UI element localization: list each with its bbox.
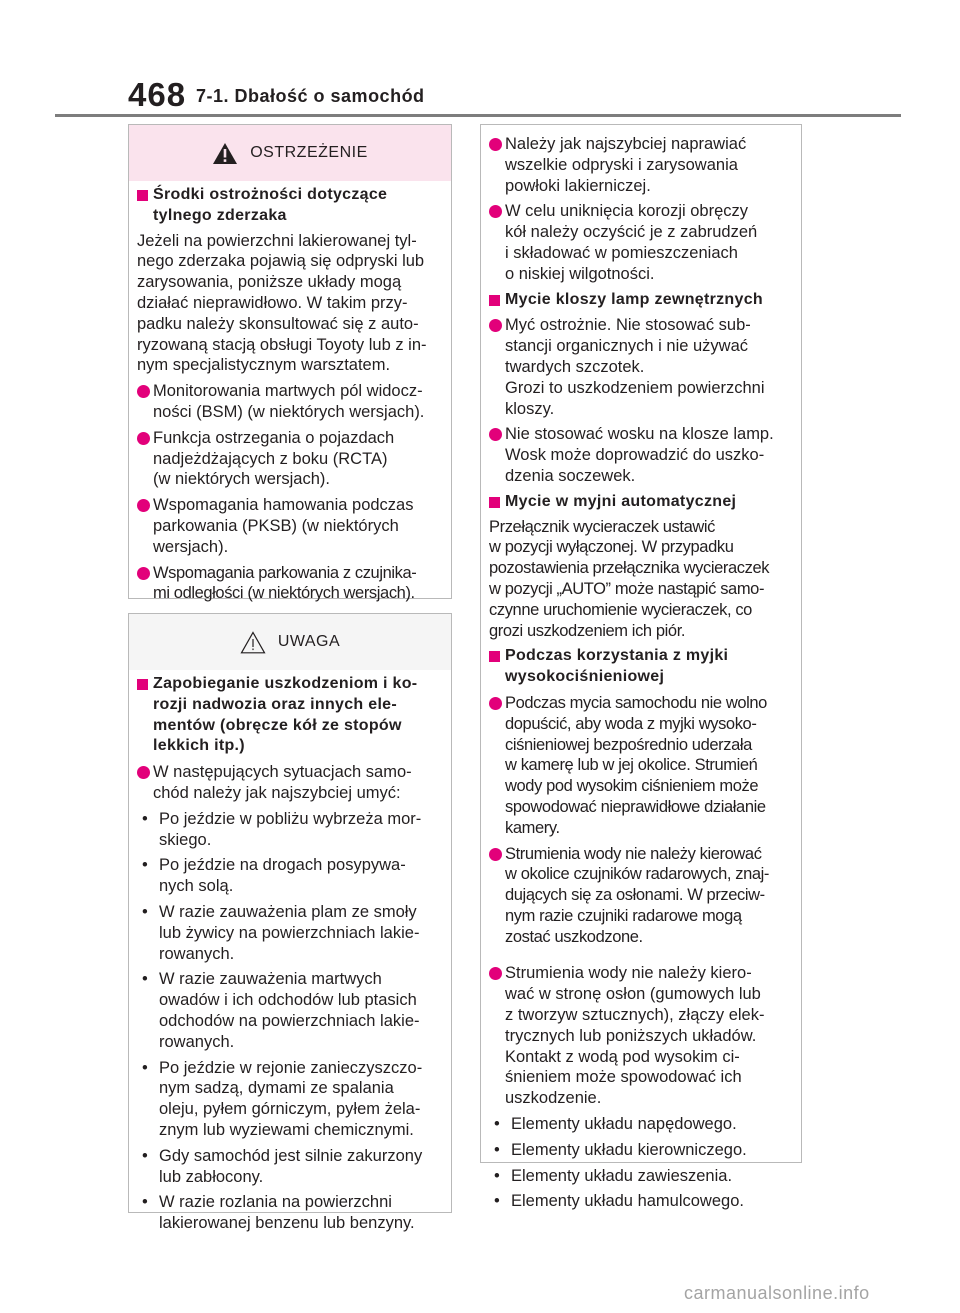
list-item: Strumienia wody nie należy kierować w okolice czujników radarowych, znaj- dujących się za osłonami. W przeciw- nym razie czujniki radarowe mogą zostać uszkodzone. [489, 844, 801, 948]
dash-item: • W razie zauważenia martwych owadów i ich odchodów lub ptasich odchodów na powierzchniach lakie- rowanych. [142, 970, 420, 1051]
dash-item: • W razie rozlania na powierzchni lakierowanej benzenu lub benzyny. [142, 1193, 415, 1233]
caution-title: UWAGA [277, 633, 341, 650]
pressure-washer-heading: Podczas korzystania z myjki wysokociśnieniowej [489, 646, 801, 688]
caution-body [129, 674, 451, 1234]
square-bullet-icon [489, 651, 500, 662]
list-item: Funkcja ostrzegania o pojazdach nadjeżdżających z boku (RCTA) (w niektórych wersjach). [137, 428, 451, 490]
dash-item: • Elementy układu zawieszenia. [494, 1166, 733, 1185]
dash-item: • Po jeździe w pobliżu wybrzeża mor- skiego. [142, 809, 422, 849]
round-bullet-icon [489, 967, 502, 980]
dash-item: • Elementy układu kierowniczego. [494, 1140, 747, 1159]
dash-item: • Po jeździe w rejonie zanieczyszczo- nym sadzą, dymami ze spalania oleju, pyłem górniczym, pyłem żela- znym lub wyziewami chemicznymi. [142, 1058, 423, 1139]
header-rule [55, 114, 901, 117]
right-column-body [481, 125, 801, 1212]
list-item: W celu uniknięcia korozji obręczy kół należy oczyścić je z zabrudzeń i składować w pomieszczeniach o niskiej wilgotności. [489, 201, 801, 284]
warning-header [129, 125, 451, 181]
list-item: Strumienia wody nie należy kiero- wać w stronę osłon (gumowych lub z tworzyw sztucznych), złączy elek- trycznych lub poniższych układów. Kontakt z wodą pod wysokim ci- śnieniem może spowodować ich uszkodzenie. [489, 963, 801, 1109]
caution-header [129, 614, 451, 670]
round-bullet-icon [137, 432, 150, 445]
right-column-box [480, 124, 802, 1211]
list-item: Wspomagania hamowania podczas parkowania (PKSB) (w niektórych wersjach). [137, 495, 451, 557]
rear-bumper-heading: Środki ostrożności dotyczące tylnego zderzaka [137, 185, 451, 227]
square-bullet-icon [489, 295, 500, 306]
page-number: 468 [128, 76, 187, 113]
dash-item: • Elementy układu napędowego. [494, 1115, 737, 1134]
round-bullet-icon [489, 205, 502, 218]
list-item: Nie stosować wosku na klosze lamp. Wosk może doprowadzić do uszko- dzenia soczewek. [489, 424, 801, 486]
warning-body [129, 185, 451, 604]
list-item: Wspomagania parkowania z czujnika- mi odległości (w niektórych wersjach). [137, 563, 451, 605]
round-bullet-icon [137, 567, 150, 580]
dash-item: • Po jeździe na drogach posypywa- nych solą. [142, 856, 406, 896]
warning-title: OSTRZEŻENIE [250, 144, 368, 161]
round-bullet-icon [489, 428, 502, 441]
watermark: carmanualsonline.info [684, 1283, 870, 1303]
warning-box [128, 124, 452, 603]
dash-item: • Gdy samochód jest silnie zakurzony lub zabłocony. [142, 1146, 423, 1186]
list-item: Myć ostrożnie. Nie stosować sub- stancji organicznych i nie używać twardych szczotek. Grozi to uszkodzeniem powierzchni kloszy. [489, 315, 801, 419]
list-item: Podczas mycia samochodu nie wolno dopuścić, aby woda z myjki wysoko- ciśnieniowej bezpośrednio uderzała w kamerę lub w jej okolice. Strumień wody pod wysokim ciśnieniem może spowodować nieprawidłowe działanie kamery. [489, 693, 801, 839]
section-title: 7-1. Dbałość o samochód [196, 86, 425, 106]
carwash-heading: Mycie w myjni automatycznej [489, 492, 801, 513]
round-bullet-icon [489, 319, 502, 332]
round-bullet-icon [137, 766, 150, 779]
caution-icon [240, 631, 266, 654]
round-bullet-icon [137, 385, 150, 398]
rear-bumper-intro: Jeżeli na powierzchni lakierowanej tyl- nego zderzaka pojawią się odpryski lub zarysowania, poniższe układy mogą działać nieprawidłowo. W takim przy- padku należy skonsultować się z auto- ryzowaną stacją obsługi Toyoty lub z in- nym specjalistycznym warsztatem. [137, 231, 427, 375]
round-bullet-icon [489, 848, 502, 861]
square-bullet-icon [137, 190, 148, 201]
lamps-heading: Mycie kloszy lamp zewnętrznych [489, 290, 801, 311]
round-bullet-icon [137, 499, 150, 512]
square-bullet-icon [137, 679, 148, 690]
list-item: Monitorowania martwych pól widocz- ności (BSM) (w niektórych wersjach). [137, 381, 451, 423]
dash-item: • Elementy układu hamulcowego. [494, 1192, 744, 1211]
corrosion-heading: Zapobieganie uszkodzeniom i ko- rozji nadwozia oraz innych ele- mentów (obręcze kół ze stopów lekkich itp.) [137, 674, 451, 757]
carwash-text: Przełącznik wycieraczek ustawić w pozycji wyłączonej. W przypadku pozostawienia przełącznika wycieraczek w pozycji „AUTO” może nastąpić samo- czynne uruchomienie wycieraczek, co grozi uszkodzeniem ich piór. [489, 517, 770, 640]
dash-item: • W razie zauważenia plam ze smoły lub żywicy na powierzchniach lakie- rowanych. [142, 902, 420, 963]
round-bullet-icon [489, 697, 502, 710]
round-bullet-icon [489, 138, 502, 151]
caution-box [128, 613, 452, 1233]
list-item: Należy jak najszybciej naprawiać wszelkie odpryski i zarysowania powłoki lakierniczej. [489, 134, 801, 196]
list-item: W następujących sytuacjach samo- chód należy jak najszybciej umyć: [137, 762, 451, 804]
warning-icon [212, 142, 238, 165]
square-bullet-icon [489, 497, 500, 508]
